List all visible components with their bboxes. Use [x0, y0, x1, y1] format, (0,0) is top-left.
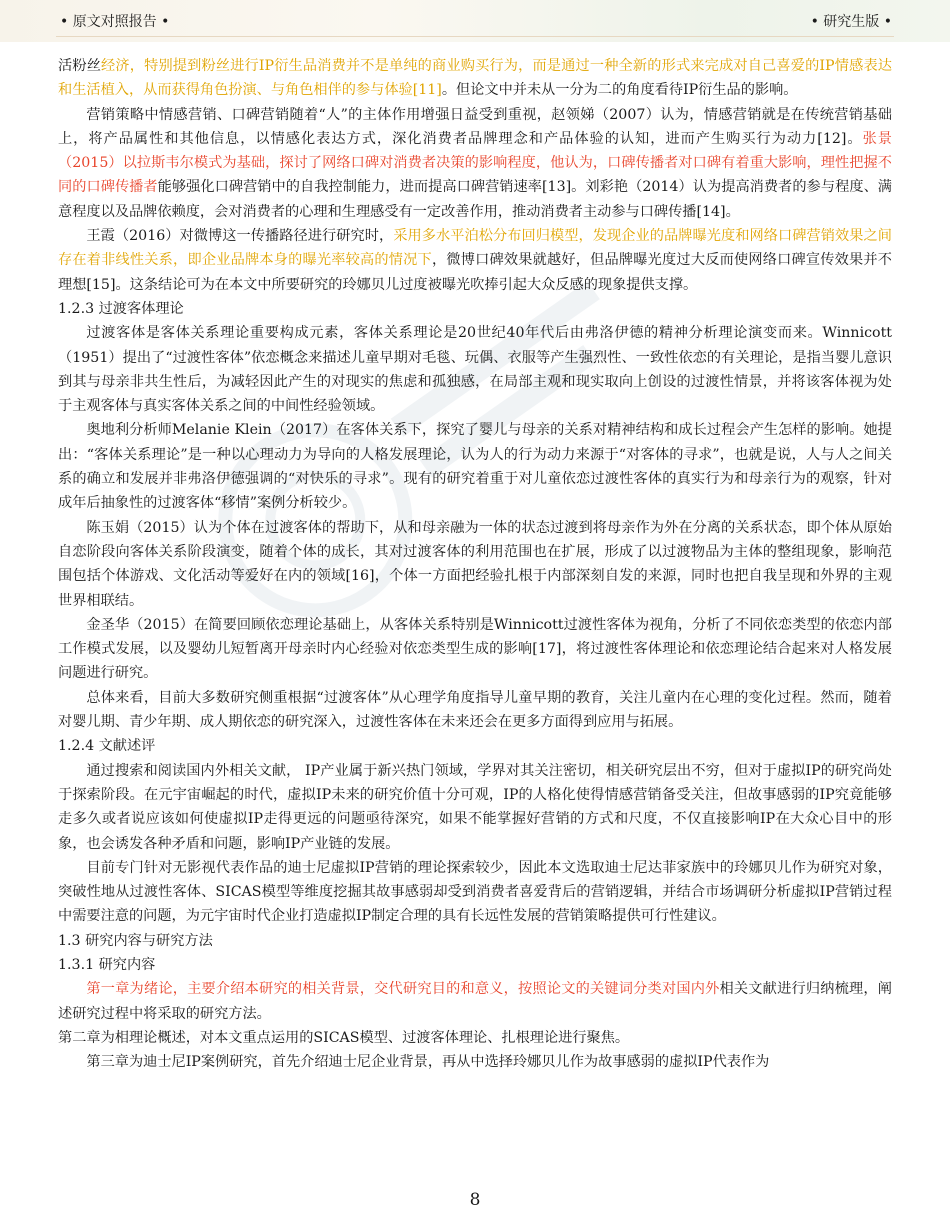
highlighted-match: 张景（2015）以拉斯韦尔模式为基础，探讨了网络口碑对消费者决策的影响程度，他认为，口碑传播者对口碑有着重大影响，理性把握不同的口碑传播者 — [58, 130, 892, 196]
document-body — [58, 54, 892, 1074]
section-heading: 1.3 研究内容与研究方法 — [58, 932, 213, 949]
paragraph: 第一章为绪论，主要介绍本研究的相关背景，交代研究目的和意义，按照论文的关键词分类对国内外相关文献进行归纳梳理，阐述研究过程中将采取的研究方法。 — [58, 981, 892, 1022]
paragraph: 过渡客体是客体关系理论重要构成元素，客体关系理论是20世纪40年代后由弗洛伊德的精神分析理论演变而来。Winnicott（1951）提出了“过渡性客体”依恋概念来描述儿童早期对毛毯、玩偶、衣服等产生强烈性、一致性依恋的有关理论，是指当婴儿意识到其与母亲非共生性后，为减轻因此产生的对现实的焦虑和孤独感，在局部主观和现实取向上创设的过渡性情景，并将该客体视为处于主观客体与真实客体关系之间的中间性经验领域。 — [58, 325, 892, 415]
header-divider — [56, 36, 894, 37]
paragraph: 营销策略中情感营销、口碑营销随着“人”的主体作用增强日益受到重视，赵领娣（2007）认为，情感营销就是在传统营销基础上，将产品属性和其他信息，以情感化表达方式，深化消费者品牌理念和产品体验的认知，进而产生购买行为动力[12]。张景（2015）以拉斯韦尔模式为基础，探讨了网络口碑对消费者决策的影响程度，他认为，口碑传播者对口碑有着重大影响，理性把握不同的口碑传播者能够强化口碑营销中的自我控制能力，进而提高口碑营销速率[13]。刘彩艳（2014）认为提高消费者的参与程度、满意程度以及品牌依赖度，会对消费者的心理和生理感受有一定改善作用，推动消费者主动参与口碑传播[14]。 — [58, 106, 892, 220]
report-header — [0, 0, 950, 42]
edition-label: • 研究生版 • — [810, 14, 892, 30]
section-heading: 1.2.3 过渡客体理论 — [58, 300, 184, 317]
highlighted-match: 采用多水平泊松分布回归模型，发现企业的品牌曝光度和网络口碑营销效果之间存在着非线性关系，即企业品牌本身的曝光率较高的情况下 — [58, 228, 892, 269]
paragraph: 陈玉娟（2015）认为个体在过渡客体的帮助下，从和母亲融为一体的状态过渡到将母亲作为外在分离的关系状态，即个体从原始自恋阶段向客体关系阶段演变，随着个体的成长，其对过渡客体的利用范围也在扩展，形成了以过渡物品为主体的整组现象，影响范围包括个体游戏、文化活动等爱好在内的领域[16]，个体一方面把经验扎根于内部深刻自发的来源，同时也把自我呈现和外界的主观世界相联结。 — [58, 519, 892, 609]
paragraph: 第二章为相理论概述，对本文重点运用的SICAS模型、过渡客体理论、扎根理论进行聚焦。 — [58, 1029, 630, 1046]
highlighted-match: 第一章为绪论，主要介绍本研究的相关背景，交代研究目的和意义，按照论文的关键词分类对国内外 — [86, 981, 720, 998]
page-number: 8 — [469, 1190, 481, 1210]
highlighted-match: 经济，特别提到粉丝进行IP衍生品消费并不是单纯的商业购买行为，而是通过一种全新的形式来完成对自己喜爱的IP情感表达和生活植入，从而获得角色扮演、与角色相伴的参与体验[11] — [58, 58, 892, 99]
paragraph: 金圣华（2015）在简要回顾依恋理论基础上，从客体关系特别是Winnicott过渡性客体为视角，分析了不同依恋类型的依恋内部工作模式发展，以及婴幼儿短暂离开母亲时内心经验对依恋类型生成的影响[17]，将过渡性客体理论和依恋理论结合起来对人格发展问题进行研究。 — [58, 616, 892, 682]
paragraph: 第三章为迪士尼IP案例研究，首先介绍迪士尼企业背景，再从中选择玲娜贝儿作为故事感弱的虚拟IP代表作为 — [86, 1054, 770, 1071]
paragraph: 活粉丝经济，特别提到粉丝进行IP衍生品消费并不是单纯的商业购买行为，而是通过一种全新的形式来完成对自己喜爱的IP情感表达和生活植入，从而获得角色扮演、与角色相伴的参与体验[11]。但论文中并未从一分为二的角度看待IP衍生品的影响。 — [58, 58, 892, 99]
paragraph: 总体来看，目前大多数研究侧重根据“过渡客体”从心理学角度指导儿童早期的教育，关注儿童内在心理的变化过程。然而，随着对婴儿期、青少年期、成人期依恋的研究深入，过渡性客体在未来还会在更多方面得到应用与拓展。 — [58, 689, 892, 731]
paragraph: 目前专门针对无影视代表作品的迪士尼虚拟IP营销的理论探索较少，因此本文选取迪士尼达菲家族中的玲娜贝儿作为研究对象，突破性地从过渡性客体、SICAS模型等维度挖掘其故事感弱却受到消费者喜爱背后的营销逻辑，并结合市场调研分析虚拟IP营销过程中需要注意的问题，为元宇宙时代企业打造虚拟IP制定合理的具有长远性发展的营销策略提供可行性建议。 — [58, 859, 892, 925]
paragraph: 奥地利分析师Melanie Klein（2017）在客体关系下，探究了婴儿与母亲的关系对精神结构和成长过程会产生怎样的影响。她提出：“客体关系理论”是一种以心理动力为导向的人格发展理论，认为人的行为动力来源于“对客体的寻求”，也就是说，人与人之间关系的确立和发展并非弗洛伊德强调的“对快乐的寻求”。现有的研究着重于对儿童依恋过渡性客体的真实行为和母亲行为的观察，针对成年后抽象性的过渡客体“移情”案例分析较少。 — [58, 422, 892, 512]
report-type-label: • 原文对照报告 • — [60, 14, 170, 30]
section-heading: 1.3.1 研究内容 — [58, 956, 156, 973]
paragraph: 通过搜索和阅读国内外相关文献， IP产业属于新兴热门领域，学界对其关注密切，相关研究层出不穷，但对于虚拟IP的研究尚处于探索阶段。在元宇宙崛起的时代，虚拟IP未来的研究价值十分可观，IP的人格化使得情感营销备受关注，但故事感弱的IP究竟能够走多久或者说应该如何使虚拟IP走得更远的问题亟待深究，如果不能掌握好营销的方式和尺度，不仅直接影响IP在大众心目中的形象，也会诱发各种矛盾和问题，影响IP产业链的发展。 — [58, 762, 892, 852]
paragraph: 王霞（2016）对微博这一传播路径进行研究时，采用多水平泊松分布回归模型，发现企业的品牌曝光度和网络口碑营销效果之间存在着非线性关系，即企业品牌本身的曝光率较高的情况下，微博口碑效果就越好，但品牌曝光度过大反而使网络口碑宣传效果并不理想[15]。这条结论可为在本文中所要研究的玲娜贝儿过度被曝光吹捧引起大众反感的现象提供支撑。 — [58, 228, 892, 293]
section-heading: 1.2.4 文献述评 — [58, 738, 156, 755]
